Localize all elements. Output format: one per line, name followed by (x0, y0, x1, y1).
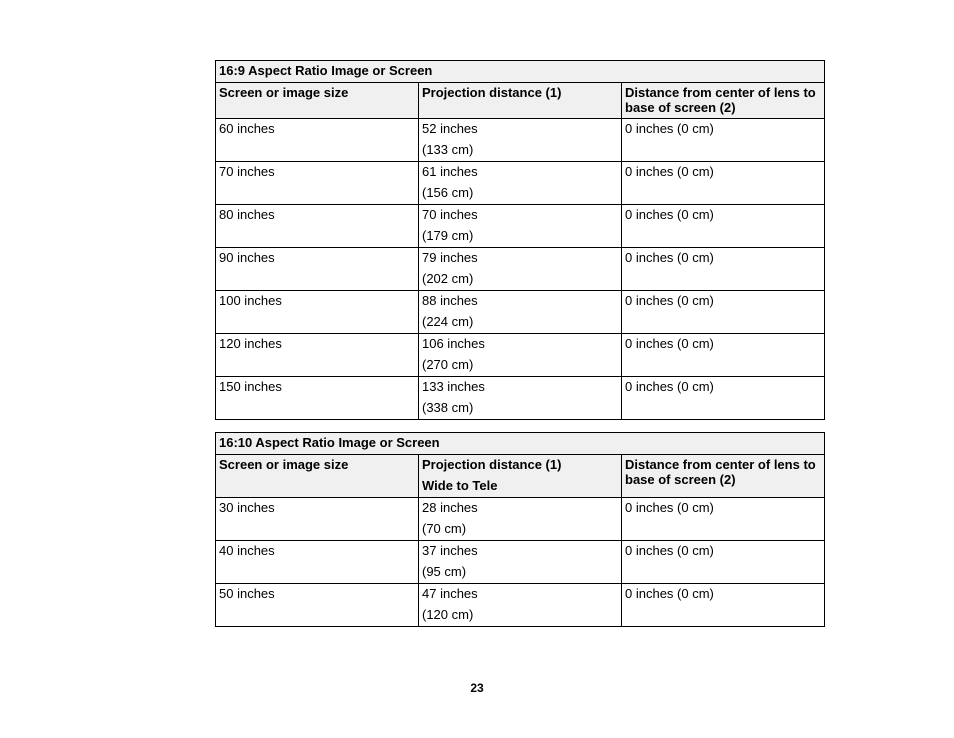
screen-size-cell: 90 inches (216, 248, 419, 291)
distance-inches: 106 inches (422, 336, 485, 351)
aspect-16-10-table (215, 432, 825, 627)
distance-inches: 133 inches (422, 379, 485, 394)
table-title: 16:9 Aspect Ratio Image or Screen (216, 61, 825, 83)
table-row (216, 248, 825, 291)
projection-distance-cell (419, 584, 622, 627)
screen-size-cell: 100 inches (216, 291, 419, 334)
table-row (216, 162, 825, 205)
projection-distance-cell (419, 248, 622, 291)
lens-offset-cell: 0 inches (0 cm) (622, 162, 825, 205)
distance-inches: 70 inches (422, 207, 478, 222)
distance-inches: 28 inches (422, 500, 478, 515)
projection-distance-cell (419, 541, 622, 584)
page-number: 23 (470, 681, 484, 695)
table-row (216, 584, 825, 627)
lens-offset-cell: 0 inches (0 cm) (622, 291, 825, 334)
distance-cm: (133 cm) (422, 142, 474, 157)
aspect-16-9-table (215, 60, 825, 420)
distance-inches: 61 inches (422, 164, 478, 179)
table-row (216, 119, 825, 162)
distance-cm: (270 cm) (422, 357, 474, 372)
lens-offset-cell: 0 inches (0 cm) (622, 119, 825, 162)
screen-size-cell: 120 inches (216, 334, 419, 377)
projection-distance-cell (419, 205, 622, 248)
header-sublabel: Wide to Tele (422, 478, 498, 493)
lens-offset-cell: 0 inches (0 cm) (622, 205, 825, 248)
screen-size-cell: 60 inches (216, 119, 419, 162)
header-label: Projection distance (1) (422, 457, 562, 472)
lens-offset-cell: 0 inches (0 cm) (622, 377, 825, 420)
distance-cm: (202 cm) (422, 271, 474, 286)
screen-size-cell: 80 inches (216, 205, 419, 248)
distance-cm: (156 cm) (422, 185, 474, 200)
lens-offset-cell: 0 inches (0 cm) (622, 334, 825, 377)
lens-offset-cell: 0 inches (0 cm) (622, 541, 825, 584)
distance-inches: 52 inches (422, 121, 478, 136)
projection-distance-cell (419, 162, 622, 205)
column-header-projection-distance (419, 455, 622, 498)
projection-distance-cell (419, 334, 622, 377)
distance-cm: (224 cm) (422, 314, 474, 329)
table-row (216, 205, 825, 248)
distance-inches: 47 inches (422, 586, 478, 601)
screen-size-cell: 150 inches (216, 377, 419, 420)
table-row (216, 498, 825, 541)
distance-cm: (338 cm) (422, 400, 474, 415)
distance-cm: (70 cm) (422, 521, 467, 536)
projection-distance-cell (419, 377, 622, 420)
column-header-lens-offset: Distance from center of lens to base of screen (2) (622, 455, 825, 498)
projection-distance-cell (419, 119, 622, 162)
column-header-screen-size: Screen or image size (216, 83, 419, 119)
screen-size-cell: 70 inches (216, 162, 419, 205)
table-title: 16:10 Aspect Ratio Image or Screen (216, 433, 825, 455)
column-header-screen-size: Screen or image size (216, 455, 419, 498)
screen-size-cell: 40 inches (216, 541, 419, 584)
distance-inches: 79 inches (422, 250, 478, 265)
distance-cm: (179 cm) (422, 228, 474, 243)
distance-cm: (120 cm) (422, 607, 474, 622)
table-row (216, 334, 825, 377)
projection-distance-cell (419, 498, 622, 541)
distance-inches: 88 inches (422, 293, 478, 308)
projection-distance-cell (419, 291, 622, 334)
lens-offset-cell: 0 inches (0 cm) (622, 498, 825, 541)
lens-offset-cell: 0 inches (0 cm) (622, 584, 825, 627)
table-row (216, 291, 825, 334)
column-header-projection-distance: Projection distance (1) (419, 83, 622, 119)
table-row (216, 541, 825, 584)
distance-cm: (95 cm) (422, 564, 467, 579)
column-header-lens-offset: Distance from center of lens to base of screen (2) (622, 83, 825, 119)
table-row (216, 377, 825, 420)
screen-size-cell: 50 inches (216, 584, 419, 627)
screen-size-cell: 30 inches (216, 498, 419, 541)
lens-offset-cell: 0 inches (0 cm) (622, 248, 825, 291)
distance-inches: 37 inches (422, 543, 478, 558)
